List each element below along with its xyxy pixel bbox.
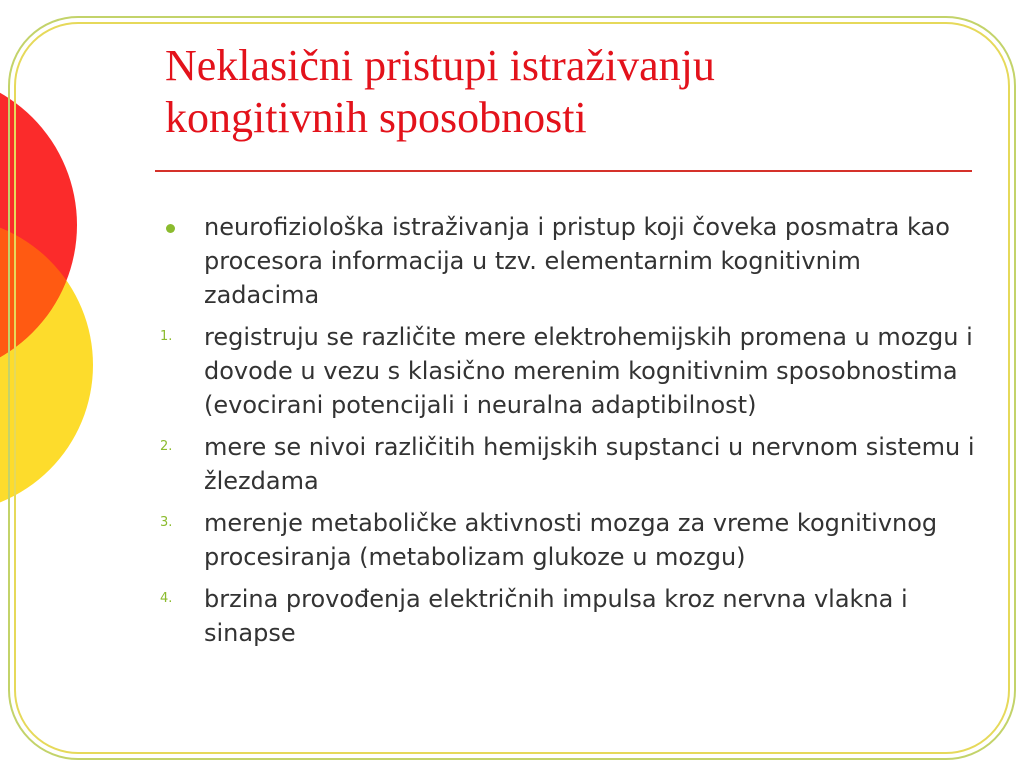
list-item-text: brzina provođenja električnih impulsa kroz nervna vlakna i sinapse [204, 585, 908, 647]
list-item-text: registruju se različite mere elektrohemijskih promena u mozgu i dovode u vezu s klasično merenim kognitivnim sposobnostima (evocirani potencijali i neuralna adaptibilnost) [204, 323, 973, 419]
list-marker: 3. [160, 515, 173, 530]
list-item-4 [160, 582, 980, 650]
slide-title-line-1: Neklasični pristupi istraživanju [165, 41, 715, 90]
content-list [160, 210, 980, 658]
list-item-1 [160, 320, 980, 422]
slide-title-line-2: kongitivnih sposobnosti [165, 93, 587, 142]
list-item-text: merenje metaboličke aktivnosti mozga za vreme kognitivnog procesiranja (metabolizam glukoze u mozgu) [204, 509, 938, 571]
list-marker: 1. [160, 329, 173, 344]
list-marker: 2. [160, 439, 173, 454]
title-underline [155, 170, 972, 172]
bullet-item-text: neurofiziološka istraživanja i pristup koji čoveka posmatra kao procesora informacija u tzv. elementarnim kognitivnim zadacima [204, 213, 950, 309]
list-item-2 [160, 430, 980, 498]
list-marker: 4. [160, 591, 173, 606]
list-item-text: mere se nivoi različitih hemijskih supstanci u nervnom sistemu i žlezdama [204, 433, 975, 495]
list-item-3 [160, 506, 980, 574]
bullet-item [160, 210, 980, 312]
slide-title [165, 40, 985, 144]
green-dot-icon [166, 224, 175, 233]
